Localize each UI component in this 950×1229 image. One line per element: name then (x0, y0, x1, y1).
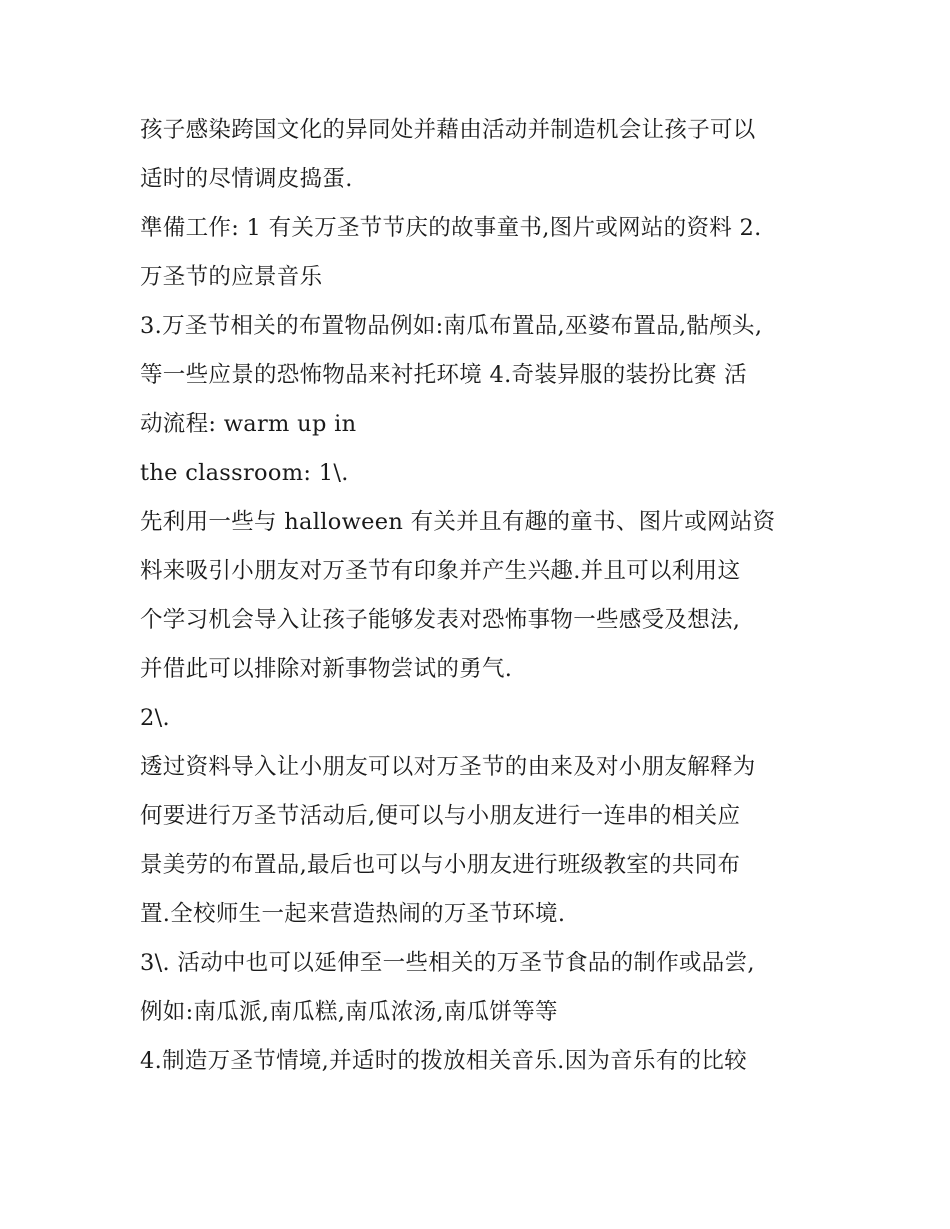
text-line: 并借此可以排除对新事物尝试的勇气. (140, 656, 513, 682)
text-line: 孩子感染跨国文化的异同处并藉由活动并制造机会让孩子可以 (140, 117, 756, 143)
text-line: the classroom: 1\. (140, 460, 349, 486)
text-line: 等一些应景的恐怖物品来衬托环境 4.奇装异服的装扮比赛 活 (140, 362, 747, 388)
text-line: 个学习机会导入让孩子能够发表对恐怖事物一些感受及想法, (140, 607, 741, 633)
text-line: 2\. (140, 705, 170, 731)
text-line: 何要进行万圣节活动后,便可以与小朋友进行一连串的相关应 (140, 803, 741, 829)
text-line: 动流程: warm up in (140, 411, 357, 437)
text-line: 4.制造万圣节情境,并适时的拨放相关音乐.因为音乐有的比较 (140, 1048, 747, 1074)
text-line: 例如:南瓜派,南瓜糕,南瓜浓汤,南瓜饼等等 (140, 999, 558, 1025)
text-line: 3\. 活动中也可以延伸至一些相关的万圣节食品的制作或品尝, (140, 950, 755, 976)
text-line: 3.万圣节相关的布置物品例如:南瓜布置品,巫婆布置品,骷颅头, (140, 313, 763, 339)
document-body (140, 106, 830, 1086)
text-line: 置.全校师生一起来营造热闹的万圣节环境. (140, 901, 566, 927)
text-line: 万圣节的应景音乐 (140, 264, 323, 290)
text-line: 透过资料导入让小朋友可以对万圣节的由来及对小朋友解释为 (140, 754, 756, 780)
text-line: 準備工作: 1 有关万圣节节庆的故事童书,图片或网站的资料 2. (140, 215, 762, 241)
text-line: 适时的尽情调皮捣蛋. (140, 166, 353, 192)
text-line: 料来吸引小朋友对万圣节有印象并产生兴趣.并且可以利用这 (140, 558, 741, 584)
text-line: 景美劳的布置品,最后也可以与小朋友进行班级教室的共同布 (140, 852, 741, 878)
text-line: 先利用一些与 halloween 有关并且有趣的童书、图片或网站资 (140, 509, 776, 535)
